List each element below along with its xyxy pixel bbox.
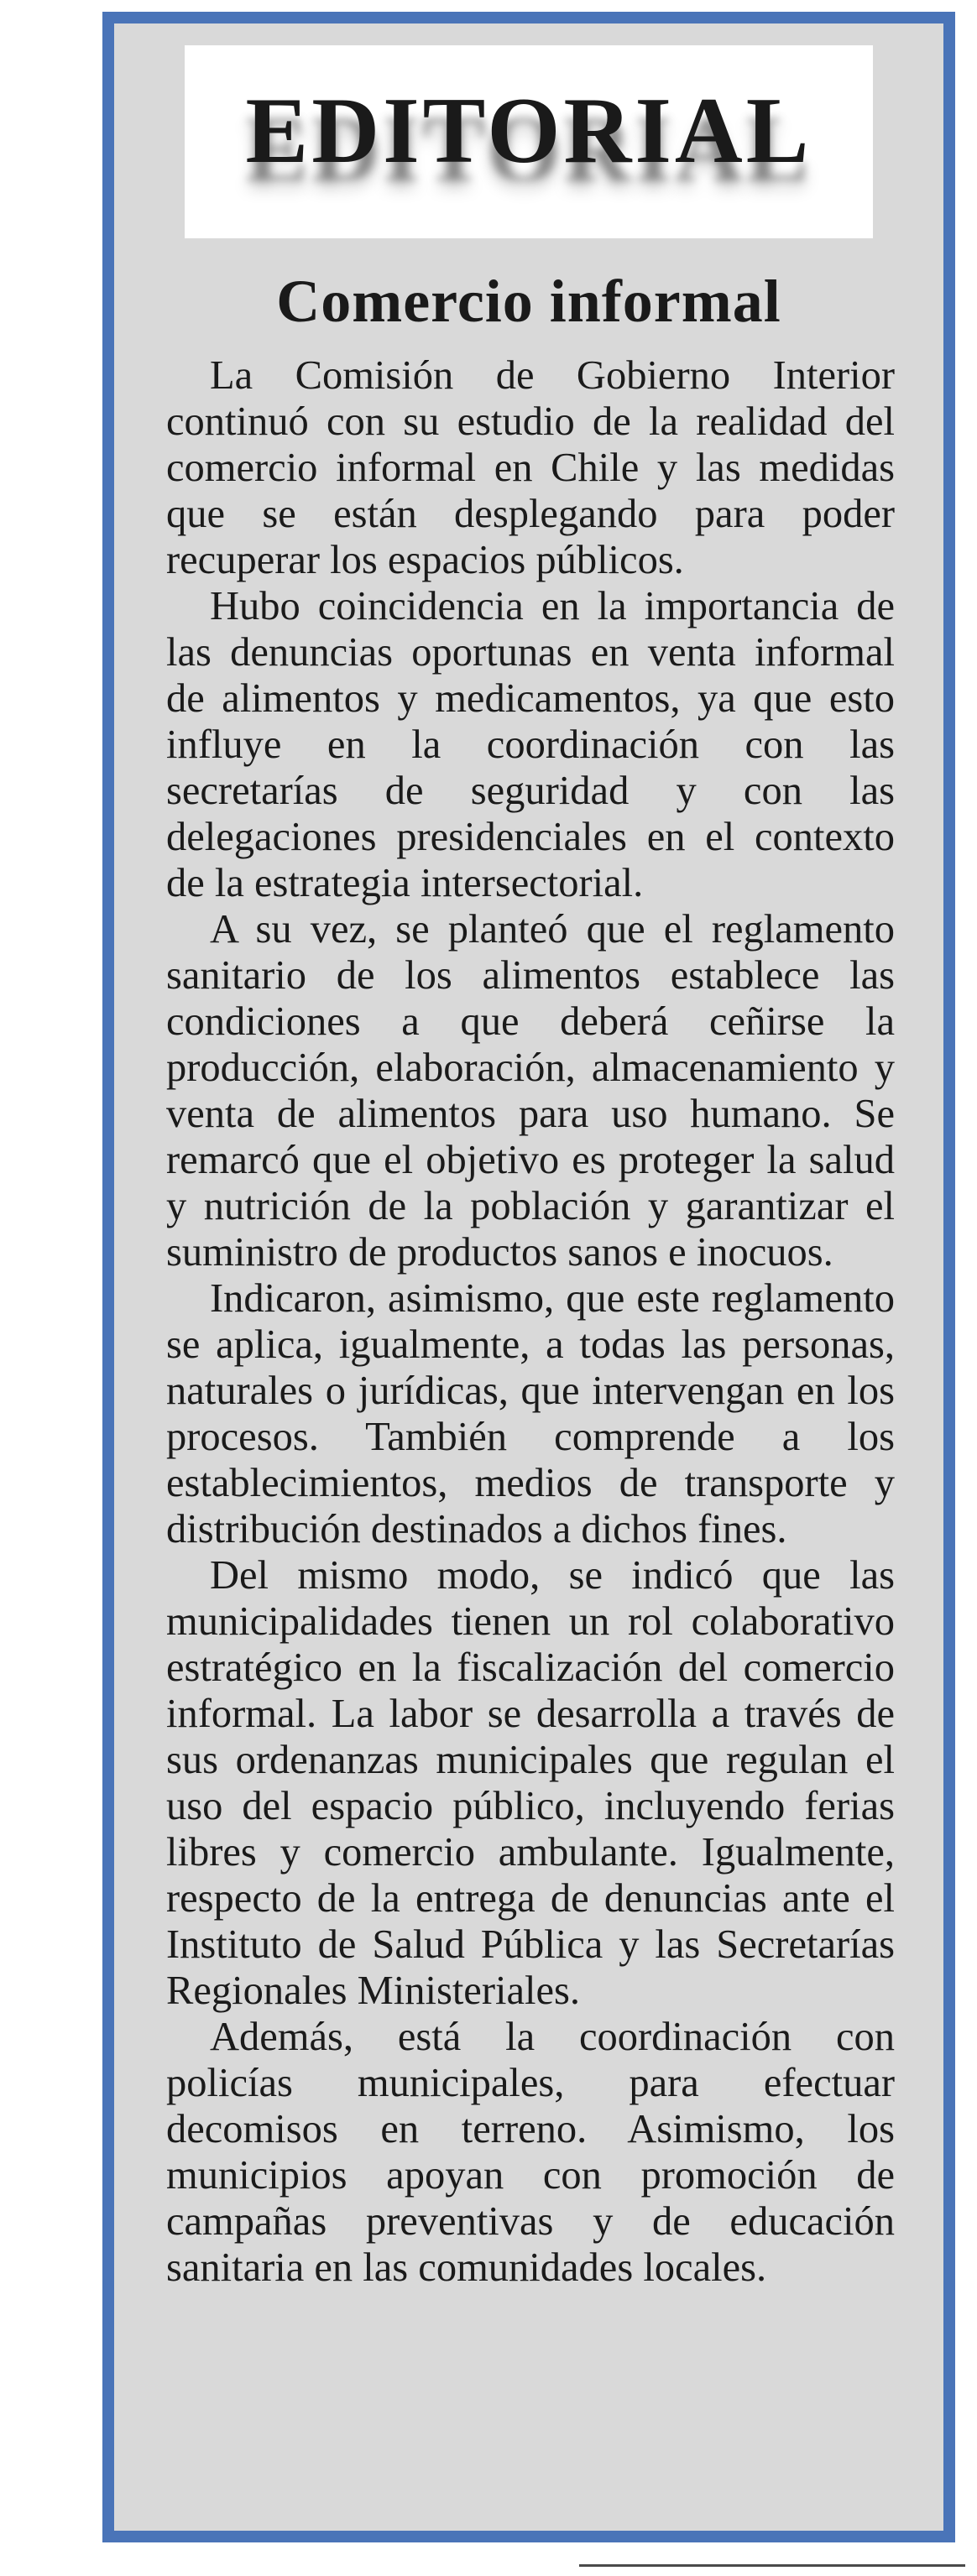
banner-label: EDITORIAL — [245, 79, 812, 183]
article-paragraph: Indicaron, asimismo, que este reglamento se aplica, igualmente, a todas las personas, naturales o jurídicas, que intervengan en los procesos. También comprende a los establecimientos, medios de transporte y distribución destinados a dichos fines. — [166, 1276, 895, 1551]
editorial-banner — [185, 45, 873, 238]
footer-rule — [579, 2564, 965, 2567]
article-paragraph: A su vez, se planteó que el reglamento sanitario de los alimentos establece las condiciones a que deberá ceñirse la producción, elaboración, almacenamiento y venta de alimentos para uso humano. Se remarcó que el objetivo es proteger la salud y nutrición de la población y garantizar el suministro de productos sanos e inocuos. — [166, 907, 895, 1275]
article-paragraph: Del mismo modo, se indicó que las municipalidades tienen un rol colaborativo estratégico en la fiscalización del comercio informal. La labor se desarrolla a través de sus ordenanzas municipales que regulan el uso del espacio público, incluyendo ferias libres y comercio ambulante. Igualmente, respecto de la entrega de denuncias ante el Instituto de Salud Pública y las Secretarías Regionales Ministeriales. — [166, 1553, 895, 2013]
article-title: Comercio informal — [276, 268, 781, 335]
article-paragraph: Además, está la coordinación con policías municipales, para efectuar decomisos en terreno. Asimismo, los municipios apoyan con promoción de campañas preventivas y de educación sanitaria en las comunidades locales. — [166, 2015, 895, 2290]
article-body — [166, 352, 895, 2291]
article-paragraph: Hubo coincidencia en la importancia de las denuncias oportunas en venta informal de alimentos y medicamentos, ya que esto influye en la coordinación con las secretarías de seguridad y con las delegaciones presidenciales en el contexto de la estrategia intersectorial. — [166, 584, 895, 905]
editorial-box — [102, 12, 955, 2542]
article-paragraph: La Comisión de Gobierno Interior continuó con su estudio de la realidad del comercio informal en Chile y las medidas que se están desplegando para poder recuperar los espacios públicos. — [166, 353, 895, 582]
